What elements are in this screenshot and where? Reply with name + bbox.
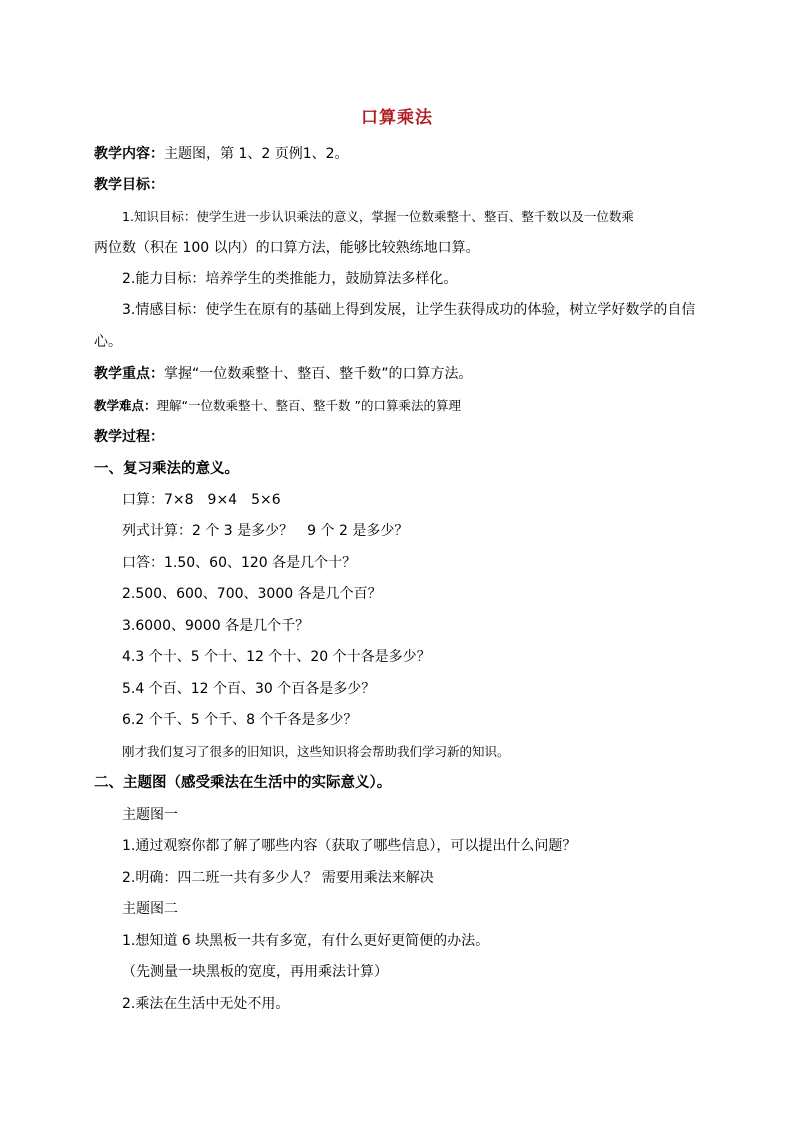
section-2-line: 主题图二 [122, 901, 178, 917]
section-1-line: 5.4 个百、12 个百、30 个百各是多少？ [122, 681, 376, 697]
goal-1-line-1: 1.知识目标：使学生进一步认识乘法的意义，掌握一位数乘整十、整百、整千数以及一位数乘 [122, 209, 634, 224]
section-2-line: 1.想知道 6 块黑板一共有多宽，有什么更好更简便的办法。 [122, 933, 490, 949]
section-1-line: 6.2 个千、5 个千、8 个千各是多少？ [122, 712, 358, 728]
section-1-line: 列式计算：2 个 3 是多少？ 9 个 2 是多少？ [122, 523, 409, 539]
section-1-line: 口算：7×8 9×4 5×6 [122, 492, 281, 508]
document-title: 口算乘法 [361, 108, 433, 128]
key-point [94, 364, 473, 384]
section-1-line: 刚才我们复习了很多的旧知识，这些知识将会帮助我们学习新的知识。 [122, 744, 510, 759]
section-1-heading: 一、复习乘法的意义。 [94, 461, 239, 477]
difficulty-label: 教学难点： [94, 398, 157, 413]
section-2-line: 1.通过观察你都了解了哪些内容（获取了哪些信息），可以提出什么问题？ [122, 838, 577, 854]
goal-3-line-2: 心。 [94, 334, 122, 350]
section-1-line: 2.500、600、700、3000 各是几个百？ [122, 586, 382, 602]
key-point-label: 教学重点： [94, 366, 164, 382]
section-1-line: 口答：1.50、60、120 各是几个十？ [122, 555, 357, 571]
section-1-line: 3.6000、9000 各是几个千？ [122, 618, 310, 634]
goal-3-line-1: 3.情感目标：使学生在原有的基础上得到发展，让学生获得成功的体验，树立学好数学的自信 [122, 302, 696, 318]
goal-2: 2.能力目标：培养学生的类推能力，鼓励算法多样化。 [122, 271, 458, 287]
key-point-text: 掌握“一位数乘整十、整百、整千数”的口算方法。 [164, 366, 473, 382]
section-2-heading: 二、主题图（感受乘法在生活中的实际意义）。 [94, 775, 392, 791]
section-2-line: 2.明确：四二班一共有多少人？ 需要用乘法来解决 [122, 870, 434, 886]
teaching-process-label: 教学过程： [94, 429, 164, 445]
section-1-line: 4.3 个十、5 个十、12 个十、20 个十各是多少？ [122, 649, 431, 665]
teaching-goals-label: 教学目标： [94, 177, 164, 193]
section-2-line: 主题图一 [122, 807, 178, 823]
section-2-line: （先测量一块黑板的宽度，再用乘法计算） [122, 964, 388, 980]
teaching-content-label: 教学内容： [94, 146, 164, 162]
goal-1-line-2: 两位数（积在 100 以内）的口算方法，能够比较熟练地口算。 [94, 240, 480, 256]
difficulty-text: 理解“一位数乘整十、整百、整千数 ”的口算乘法的算理 [156, 398, 461, 413]
difficulty [94, 396, 461, 416]
teaching-content [94, 144, 349, 164]
teaching-content-text: 主题图，第 1、2 页例1、2。 [164, 146, 349, 162]
section-2-line: 2.乘法在生活中无处不用。 [122, 996, 290, 1012]
